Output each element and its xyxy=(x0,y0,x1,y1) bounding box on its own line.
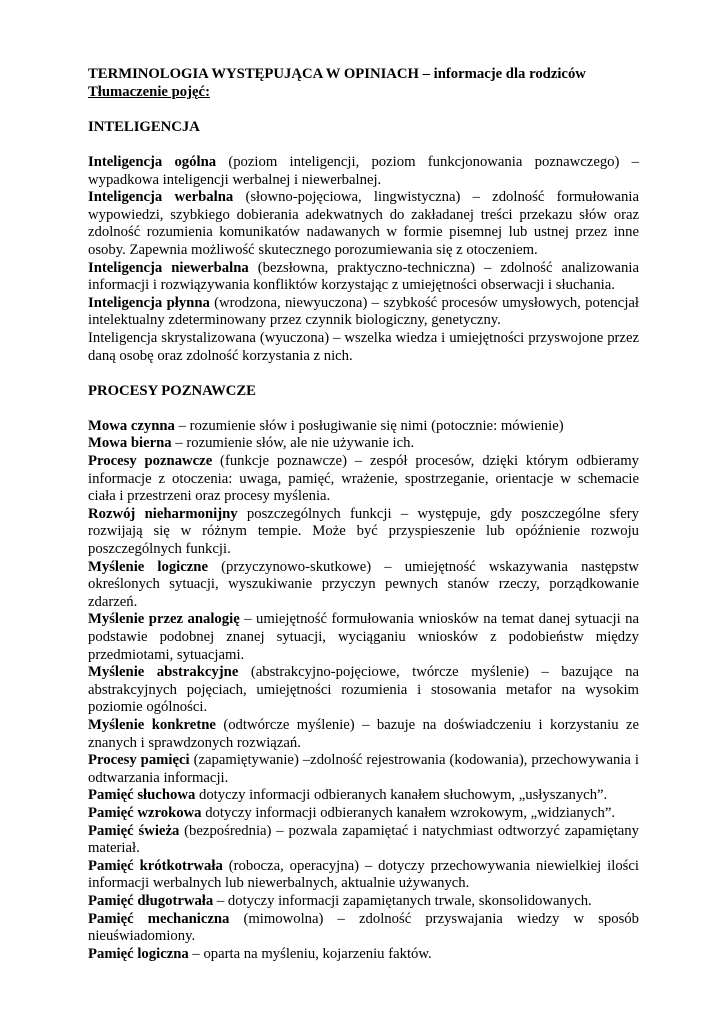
definition-text: (mimowolna) – zdolność przyswajania wiedzy w sposób nieuświadomiony. xyxy=(88,910,639,945)
definition-paragraph xyxy=(88,611,639,664)
definition-term: Pamięć krótkotrwała xyxy=(88,857,223,874)
definition-term: Inteligencja płynna xyxy=(88,294,210,311)
definition-paragraph xyxy=(88,559,639,612)
definition-term: Pamięć logiczna xyxy=(88,945,189,962)
definition-term: Pamięć świeża xyxy=(88,822,180,839)
definition-text: (bezsłowna, praktyczno-techniczna) – zdolność analizowania informacji i rozwiązywania konfliktów korzystając z umiejętności obserwacji i słuchania. xyxy=(88,259,639,294)
definition-text: Inteligencja skrystalizowana (wyuczona) – wszelka wiedza i umiejętności przyswojone przez daną osobę oraz zdolność korzystania z nich. xyxy=(88,329,639,364)
definition-text: (przyczynowo-skutkowe) – umiejętność wskazywania następstw określonych sytuacji, wyszukiwanie przyczyn pewnych stanów rzeczy, porządkowanie zdarzeń. xyxy=(88,558,639,610)
document-title: TERMINOLOGIA WYSTĘPUJĄCA W OPINIACH – informacje dla rodziców xyxy=(88,66,586,82)
definition-term: Inteligencja werbalna xyxy=(88,189,234,206)
definition-paragraph xyxy=(88,295,639,330)
definition-paragraph xyxy=(88,911,639,946)
definition-text: – rozumienie słów i posługiwanie się nimi (potocznie: mówienie) xyxy=(174,417,564,434)
definition-text: (odtwórcze myślenie) – bazuje na doświadczeniu i korzystaniu ze znanych i sprawdzonych rozwiązań. xyxy=(88,716,639,751)
definition-term: Pamięć wzrokowa xyxy=(88,804,202,821)
definition-term: Inteligencja ogólna xyxy=(88,153,217,170)
definition-paragraph xyxy=(88,946,639,964)
definition-text: (wrodzona, niewyuczona) – szybkość procesów umysłowych, potencjał intelektualny zdeterminowany przez czynnik biologiczny, genetyczny. xyxy=(88,294,639,329)
definition-term: Myślenie logiczne xyxy=(88,558,208,575)
definition-term: Procesy pamięci xyxy=(88,752,190,769)
definition-paragraph xyxy=(88,506,639,559)
definition-paragraph xyxy=(88,260,639,295)
definition-text: dotyczy informacji odbieranych kanałem wzrokowym, „widzianych”. xyxy=(201,804,616,821)
definition-paragraph xyxy=(88,752,639,787)
definition-term: Pamięć mechaniczna xyxy=(88,910,230,927)
definition-text: – dotyczy informacji zapamiętanych trwale, skonsolidowanych. xyxy=(213,892,592,909)
definition-paragraph xyxy=(88,330,639,365)
definition-term: Pamięć słuchowa xyxy=(88,787,196,804)
definition-text: – umiejętność formułowania wniosków na temat danej sytuacji na podstawie podobnej znanej sytuacji, wyciąganiu wniosków z podobieństw między przedmiotami, sytuacjami. xyxy=(88,611,639,663)
definition-paragraph xyxy=(88,453,639,506)
definition-term: Procesy poznawcze xyxy=(88,453,213,470)
definition-text: (robocza, operacyjna) – dotyczy przechowywania niewielkiej ilości informacji werbalnych lub niewerbalnych, aktualnie używanych. xyxy=(88,857,639,892)
definition-term: Mowa bierna xyxy=(88,435,172,452)
definition-text: (abstrakcyjno-pojęciowe, twórcze myślenie) – bazujące na abstrakcyjnych pojęciach, umiejętności rozumienia i stosowania metafor na wysokim poziomie ogólności. xyxy=(88,664,639,716)
definition-paragraph xyxy=(88,858,639,893)
definition-term: Inteligencja niewerbalna xyxy=(88,259,249,276)
definition-term: Myślenie konkretne xyxy=(88,716,216,733)
section-inteligencja xyxy=(88,154,639,365)
definition-term: Rozwój nieharmonijny xyxy=(88,505,238,522)
definition-text: – oparta na myśleniu, kojarzeniu faktów. xyxy=(188,945,432,962)
definition-paragraph xyxy=(88,787,639,805)
definition-text: (poziom inteligencji, poziom funkcjonowania poznawczego) – wypadkowa inteligencji werbalnej i niewerbalnej. xyxy=(88,153,639,188)
definition-text: (funkcje poznawcze) – zespół procesów, dzięki którym odbieramy informacje z otoczenia: uwaga, pamięć, wrażenie, spostrzeganie, orientacje w schemacie ciała i przestrzeni oraz procesy myślenia. xyxy=(88,453,640,505)
definition-paragraph xyxy=(88,717,639,752)
document-page xyxy=(88,66,639,963)
definition-term: Pamięć długotrwała xyxy=(88,892,214,909)
section-heading-procesy-poznawcze: PROCESY POZNAWCZE xyxy=(88,382,256,399)
definition-paragraph xyxy=(88,418,639,436)
definition-text: (słowno-pojęciowa, lingwistyczna) – zdolność formułowania wypowiedzi, szybkiego dobierania adekwatnych do zakładanej treści przekazu słów oraz zdolność rozumienia komunikatów nadawanych w formie pisemnej lub ustnej przez inne osoby. Zapewnia możliwość skutecznego porozumiewania się z otoczeniem. xyxy=(88,189,639,258)
definition-term: Myślenie przez analogię xyxy=(88,611,240,628)
definition-paragraph xyxy=(88,154,639,189)
definition-text: dotyczy informacji odbieranych kanałem słuchowym, „usłyszanych”. xyxy=(195,787,608,804)
definition-paragraph xyxy=(88,189,639,259)
section-procesy-poznawcze xyxy=(88,418,639,963)
definition-text: (zapamiętywanie) –zdolność rejestrowania (kodowania), przechowywania i odtwarzania informacji. xyxy=(88,752,639,786)
section-heading-inteligencja: INTELIGENCJA xyxy=(88,118,200,135)
definition-paragraph xyxy=(88,805,639,823)
definition-text: – rozumienie słów, ale nie używanie ich. xyxy=(171,435,415,452)
definition-paragraph xyxy=(88,893,639,911)
definition-text: (bezpośrednia) – pozwala zapamiętać i natychmiast odtworzyć zapamiętany materiał. xyxy=(88,822,639,857)
definition-paragraph xyxy=(88,435,639,453)
definition-term: Myślenie abstrakcyjne xyxy=(88,664,239,681)
definition-term: Mowa czynna xyxy=(88,417,175,434)
document-subtitle: Tłumaczenie pojęć: xyxy=(88,83,210,100)
definition-paragraph xyxy=(88,664,639,717)
definition-paragraph xyxy=(88,823,639,858)
definition-text: poszczególnych funkcji – występuje, gdy poszczególne sfery rozwijają się w różnym tempie. Może być przyspieszenie lub opóźnienie rozwoju poszczególnych funkcji. xyxy=(88,505,639,558)
